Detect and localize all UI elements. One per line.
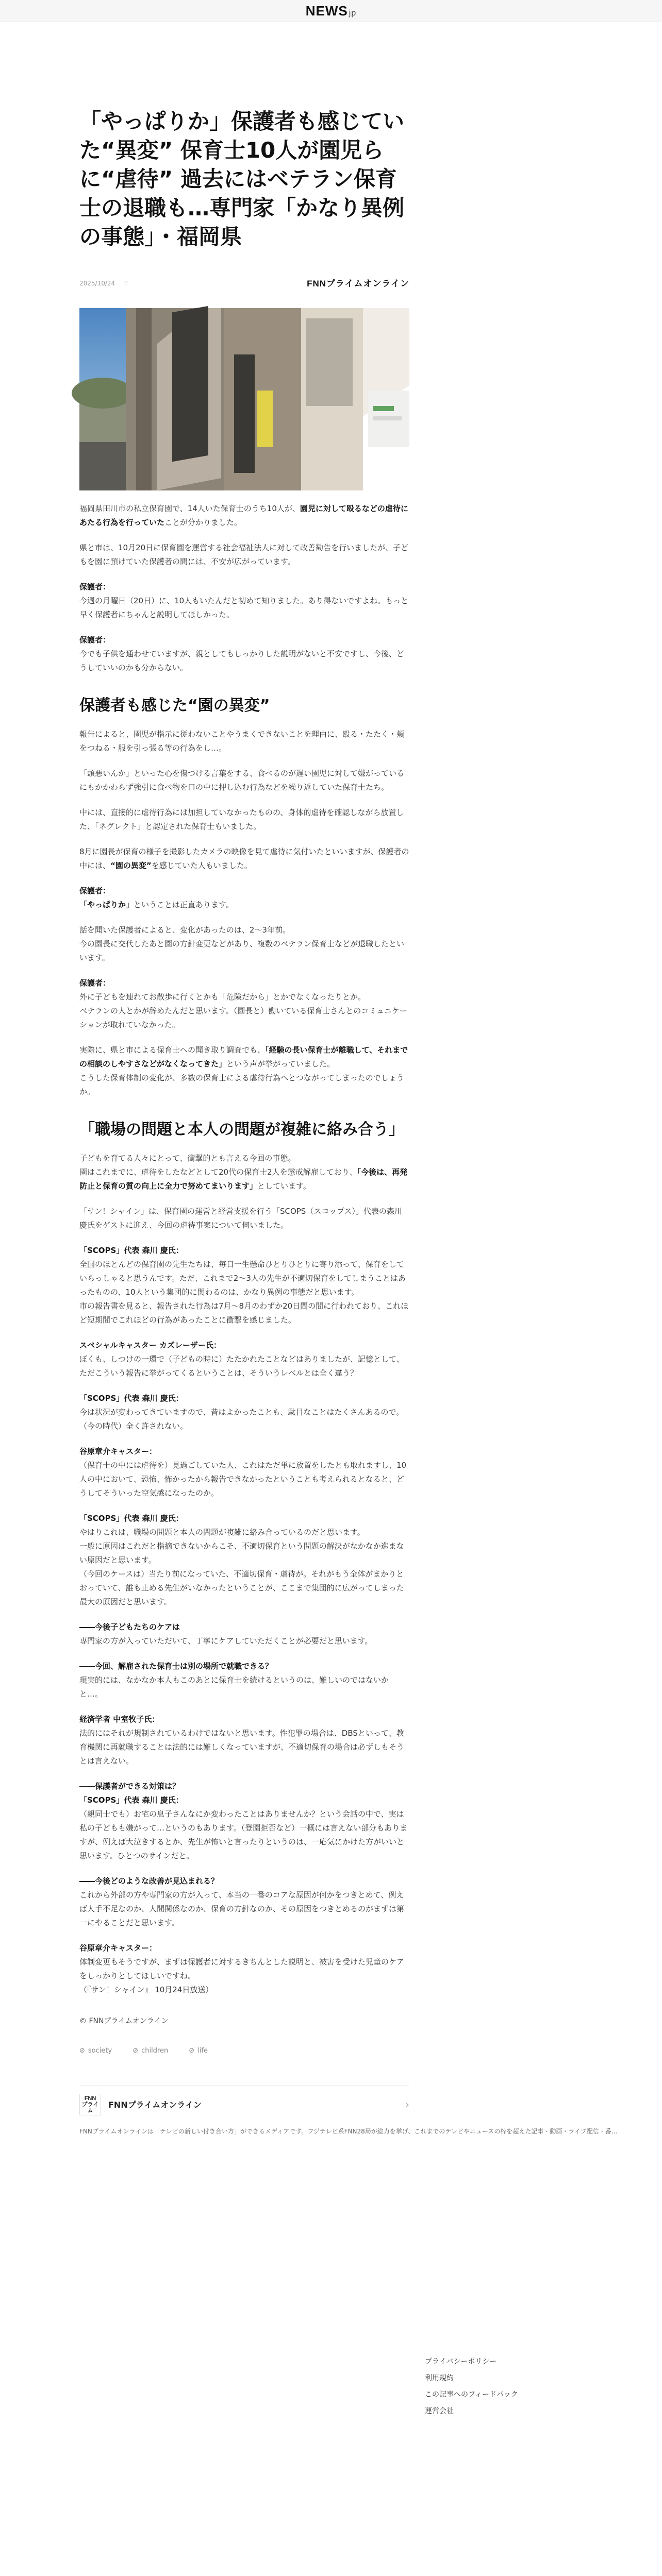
paragraph-text: （保育士の中には虐待を）見過ごしていた人、これはただ単に放置をしたとも取れますし、10人の中において、恐怖、怖かったから報告できなかったということも考えられるとなると、どうしてそういった空気感になったのか。: [79, 1461, 407, 1498]
tag-children[interactable]: [133, 2044, 168, 2058]
top-bar: [0, 0, 662, 22]
paragraph-text: 園はこれまでに、虐待をしたなどとして20代の保育士2人を懲戒解雇しており、: [79, 1167, 357, 1177]
paragraph-text: 市の報告書を見ると、報告された行為は7月～8月のわずか20日間の間に行われており、これほど短期間でこれほどの行為があったことに衝撃を感じました。: [79, 1301, 409, 1325]
section-heading: 「職場の問題と本人の問題が複雑に絡み合う」: [79, 1121, 404, 1139]
paragraph-text: 今は状況が変わってきていますので、昔はよかったことも、駄目なことはたくさんあるので。（今の時代）全く許されない。: [79, 1408, 404, 1431]
paragraph: [79, 976, 409, 1032]
paragraph-text: これから外部の方や専門家の方が入って、本当の一番のコアな原因が何かをつきとめて、例えば人手不足なのか、人間関係なのか、保育の方針なのか、その原因をつきとめるのがまずは第一にやることだと思います。: [79, 1890, 405, 1927]
emphasis-text: 「やっぱりか」: [79, 900, 134, 909]
hero-photo: [79, 308, 409, 490]
article-meta: [79, 277, 409, 290]
paragraph: [79, 923, 409, 965]
emphasis-text: ――今後どのような改善が見込まれる？: [79, 1876, 219, 1886]
sidebar-link[interactable]: 運営会社: [425, 2407, 454, 2415]
paragraph-text: 福岡県田川市の私立保育園で、14人いた保育士のうち10人が、: [79, 504, 300, 513]
emphasis-text: 保護者：: [79, 978, 111, 988]
paragraph-text: 体制変更もそうですが、まずは保護者に対するきちんとした説明と、被害を受けた児童のケアをしっかりとしてほしいですね。: [79, 1957, 405, 1980]
emphasis-text: 谷原章介キャスター：: [79, 1943, 157, 1953]
article: [79, 107, 618, 2137]
hero-image: [79, 308, 409, 490]
paragraph-text: （今回のケースは）当たり前になっていた、不適切保育・虐待が。それがもう全体がまかりとおっていて、誰も止める先生がいなかったということが、ここまで集団的に広がってしまった最大の原因だと思います。: [79, 1569, 404, 1606]
publish-date: 2025/10/24: [79, 279, 115, 287]
emphasis-text: 園児に対して殴るなどの虐待にあたる行為を行っていた: [79, 504, 408, 527]
paragraph-text: 外に子どもを連れてお散歩に行くとかも「危険だから」とかでなくなったりとか。: [79, 992, 366, 1002]
provider-card[interactable]: [79, 2086, 618, 2137]
paragraph-text: 現実的には、なかなか本人もこのあとに保育士を続けるというのは、難しいのではないかと…。: [79, 1675, 389, 1699]
sidebar-link[interactable]: プライバシーポリシー: [425, 2358, 497, 2366]
paragraph-text: 今でも子供を通わせていますが、親としてもしっかりした説明がないと不安ですし、今後、どうしていいのかも分からない。: [79, 649, 405, 672]
paragraph-text: 中には、直接的に虐待行為には加担していなかったものの、身体的虐待を確認しながら放置した、「ネグレクト」と認定された保育士もいました。: [79, 808, 404, 831]
paragraph: [79, 541, 409, 569]
paragraph-text: 一般に原因はこれだと指摘できないからこそ、不適切保育という問題の解決がなかなか進まない原因だと思います。: [79, 1541, 404, 1565]
article-title: 「やっぱりか」保護者も感じていた“異変” 保育士10人が園児らに“虐待” 過去にはベテラン保育士の退職も…専門家「かなり異例の事態」・福岡県: [79, 109, 405, 249]
paragraph-text: 子どもを育てる人々にとって、衝撃的とも言える今回の事態。: [79, 1154, 296, 1163]
paragraph-text: 実際に、県と市による保育士への聞き取り調査でも、: [79, 1045, 266, 1055]
paragraph-text: という声が挙がっていました。: [226, 1059, 335, 1069]
tag-list: [79, 2044, 409, 2058]
site-logo[interactable]: NEWS jp: [305, 3, 357, 19]
section-heading: 保護者も感じた“園の異変”: [79, 697, 270, 715]
emphasis-text: 「SCOPS」代表 森川 慶氏：: [79, 1514, 184, 1523]
tag-label: children: [141, 2047, 169, 2055]
tag-label: life: [197, 2047, 208, 2055]
paragraph-text: やはりこれは、職場の問題と本人の問題が複雑に絡み合っているのだと思います。: [79, 1528, 365, 1537]
emphasis-text: 「今後は、再発防止と保育の質の向上に全力で努めてまいります」: [79, 1167, 408, 1191]
emphasis-text: スペシャルキャスター カズレーザー氏：: [79, 1341, 221, 1350]
paragraph: [79, 1780, 409, 1863]
emphasis-text: ――保護者ができる対策は？: [79, 1782, 180, 1791]
paragraph-text: （『サン！シャイン』 10月24日放送）: [79, 1985, 213, 1994]
paragraph-text: ことが分かりました。: [164, 518, 242, 527]
chevron-right-icon[interactable]: ›: [405, 2098, 409, 2111]
emphasis-text: 「SCOPS」代表 森川 慶氏：: [79, 1246, 184, 1255]
emphasis-text: 谷原章介キャスター：: [79, 1447, 157, 1456]
sidebar-link[interactable]: この記事へのフィードバック: [425, 2391, 518, 2399]
emphasis-text: ――今回、解雇された保育士は別の場所で就職できる？: [79, 1662, 273, 1671]
tag-label: society: [88, 2047, 112, 2055]
article-body: [79, 502, 409, 1997]
paragraph-text: 「サン！シャイン」は、保育園の運営と経営支援を行う「SCOPS（スコップス）」代表の森川 慶氏をゲストに迎え、今回の虐待事案について伺いました。: [79, 1207, 402, 1230]
emphasis-text: 「SCOPS」代表 森川 慶氏：: [79, 1795, 184, 1805]
paragraph: [79, 1941, 409, 1997]
emphasis-text: 保護者：: [79, 582, 111, 591]
paragraph: [79, 845, 409, 873]
paragraph: [79, 1512, 409, 1609]
paragraph-text: を感じていた人もいました。: [151, 861, 252, 870]
paragraph: [79, 1445, 409, 1500]
paragraph: [79, 1713, 409, 1768]
bookmark-icon[interactable]: ♡: [123, 280, 129, 287]
provider-card-description: FNNプライムオンラインは「テレビの新しい付き合い方」ができるメディアです。フジテレビ系FNN28局が総力を挙げ、これまでのテレビやニュースの枠を超えた記事・動画・ライブ配信・番...: [79, 2128, 618, 2135]
paragraph-text: ということは正直あります。: [134, 900, 234, 909]
paragraph-text: 全国のほとんどの保育園の先生たちは、毎日一生懸命ひとりひとりに寄り添って、保育をしていらっしゃると思うんです。ただ、これまで2～3人の先生が不適切保育をしてしまうことはあったものの、10人という集団的に関わるのは、かなり異例の事態だと思います。: [79, 1260, 406, 1297]
tag-icon: ⊘: [189, 2047, 195, 2055]
emphasis-text: 「経験の長い保育士が離職して、それまでの相談のしやすさなどがなくなってきた」: [79, 1045, 408, 1069]
paragraph: [79, 633, 409, 675]
paragraph-text: 今週の月曜日（20日）に、10人もいたんだと初めて知りました。あり得ないですよね。もっと早く保護者にちゃんと説明してほしかった。: [79, 596, 409, 619]
paragraph: [79, 580, 409, 622]
tag-life[interactable]: [189, 2044, 208, 2058]
emphasis-text: ――今後子どもたちのケアは: [79, 1622, 180, 1632]
paragraph-text: （親同士でも）お宅の息子さんなにか変わったことはありませんか？という会話の中で、実は私の子どもも嫌がって…というのもあります。（登園拒否など）一概には言えない部分もありますが、例えば大泣きするとか、先生が怖いと言ったりというのは、一応気にかけた方がいいと思います。ひとつのサインだと。: [79, 1809, 408, 1860]
emphasis-text: 経済学者 中室牧子氏：: [79, 1715, 160, 1724]
copyright: © FNNプライムオンライン: [79, 2017, 169, 2025]
paragraph: [79, 806, 409, 834]
paragraph: [79, 727, 409, 755]
paragraph: [79, 1392, 409, 1433]
emphasis-text: 「SCOPS」代表 森川 慶氏：: [79, 1394, 184, 1403]
paragraph: [79, 1874, 409, 1930]
paragraph-text: ぼくも、しつけの一環で（子どもの時に）たたかれたことなどはありましたが、記憶として、ただこういう報告に挙がってくるということは、そういうレベルとは全く違う？: [79, 1354, 404, 1378]
paragraph-text: 専門家の方が入っていただいて、丁寧にケアしていただくことが必要だと思います。: [79, 1636, 373, 1646]
provider-logo[interactable]: FNNプライムオンライン: [307, 278, 409, 289]
emphasis-text: “園の異変”: [110, 861, 152, 870]
paragraph: [79, 502, 409, 530]
paragraph-text: 県と市は、10月20日に保育園を運営する社会福祉法人に対して改善勧告を行いましたが、子どもを園に預けていた保護者の間には、不安が広がっています。: [79, 543, 409, 566]
paragraph-text: 「頭悪いんか」といった心を傷つける言葉をする、食べるのが遅い園児に対して嫌がっているにもかかわらず強引に食べ物を口の中に押し込む行為などを繰り返していた保育士たち。: [79, 769, 405, 792]
paragraph-text: こうした保育体制の変化が、多数の保育士による虐待行為へとつながってしまったのでしょうか。: [79, 1073, 404, 1096]
paragraph-text: 8月に園長が保育の様子を撮影したカメラの映像を見て虐待に気付いたといいますが、保護者の中には、: [79, 847, 409, 870]
tag-icon: ⊘: [79, 2047, 85, 2055]
sidebar-link[interactable]: 利用規約: [425, 2374, 454, 2382]
paragraph-text: ベテランの人とかが辞めたんだと思います。（園長と）働いている保育士さんとのコミュニケーションが取れていなかった。: [79, 1006, 408, 1029]
provider-card-name[interactable]: FNNプライムオンライン: [108, 2099, 202, 2110]
paragraph: [79, 1338, 409, 1380]
paragraph: [79, 1151, 409, 1193]
paragraph-text: 法的にはそれが規制されているわけではないと思います。性犯罪の場合は、DBSといって、教育機関に再就職することは法的には難しくなっていますが、不適切保育の場合は必ずしもそうとは言えない。: [79, 1728, 405, 1766]
paragraph-text: 今の園長に交代したあと園の方針変更などがあり、複数のベテラン保育士などが退職したといいます。: [79, 939, 405, 962]
paragraph: [79, 1244, 409, 1327]
emphasis-text: 保護者：: [79, 635, 111, 645]
sidebar-links: [425, 2353, 543, 2419]
paragraph-text: 話を聞いた保護者によると、変化があったのは、2～3年前。: [79, 925, 290, 935]
paragraph-text: としています。: [257, 1181, 311, 1191]
paragraph: [79, 1620, 409, 1648]
tag-icon: ⊘: [133, 2047, 139, 2055]
paragraph: [79, 1659, 409, 1701]
paragraph-text: 報告によると、園児が指示に従わないことやうまくできないことを理由に、殴る・たたく・頬をつねる・服を引っ張る等の行為をし…。: [79, 730, 405, 753]
provider-card-logo: FNN プライム: [79, 2094, 101, 2115]
emphasis-text: 保護者：: [79, 886, 111, 895]
paragraph: [79, 884, 409, 912]
paragraph: [79, 1043, 409, 1099]
tag-society[interactable]: [79, 2044, 112, 2058]
paragraph: [79, 1205, 409, 1232]
paragraph: [79, 767, 409, 794]
